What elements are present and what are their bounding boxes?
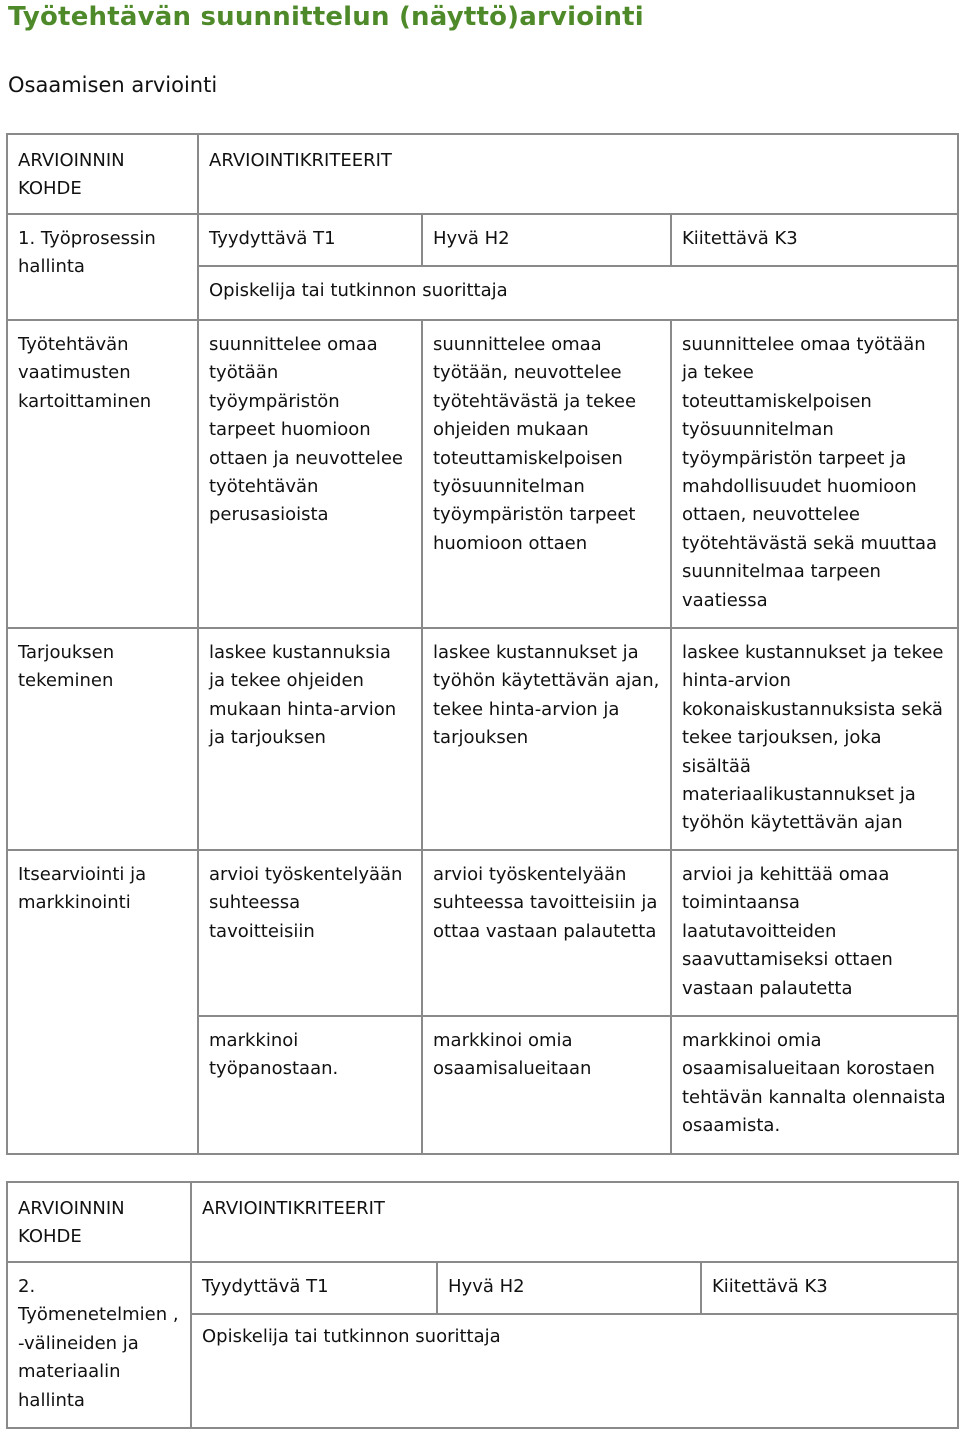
row-target: Itsearviointi ja markkinointi — [7, 850, 198, 1154]
criteria-h2: markkinoi omia osaamisalueitaan — [422, 1016, 671, 1154]
level-k3-header: Kiitettävä K3 — [671, 214, 958, 266]
level-t1-header: Tyydyttävä T1 — [198, 214, 422, 266]
row-target: Tarjouksen tekeminen — [7, 628, 198, 850]
page-subtitle: Osaamisen arviointi — [8, 73, 218, 97]
competence-area-cell: 2. Työmenetelmien , -välineiden ja materiaalin hallinta — [7, 1262, 191, 1428]
level-h2-header: Hyvä H2 — [422, 214, 671, 266]
criteria-t1: laskee kustannuksia ja tekee ohjeiden mukaan hinta-arvion ja tarjouksen — [198, 628, 422, 850]
criteria-t1: suunnittelee omaa työtään työympäristön tarpeet huomioon ottaen ja neuvottelee työtehtävän perusasioista — [198, 320, 422, 628]
criteria-k3: suunnittelee omaa työtään ja tekee toteuttamiskelpoisen työsuunnitelman työympäristön tarpeet ja mahdollisuudet huomioon ottaen, neuvottelee työtehtävästä sekä muuttaa suunnitelmaa tarpeen vaatiessa — [671, 320, 958, 628]
performer-label: Opiskelija tai tutkinnon suorittaja — [191, 1314, 958, 1428]
row-target: Työtehtävän vaatimusten kartoittaminen — [7, 320, 198, 628]
performer-label: Opiskelija tai tutkinnon suorittaja — [198, 266, 958, 320]
header-assessment-criteria: ARVIOINTIKRITEERIT — [198, 134, 958, 214]
criteria-t1: arvioi työskentelyään suhteessa tavoitteisiin — [198, 850, 422, 1016]
assessment-table-2 — [6, 1181, 959, 1429]
criteria-k3: arvioi ja kehittää omaa toimintaansa laatutavoitteiden saavuttamiseksi ottaen vastaan palautetta — [671, 850, 958, 1016]
criteria-h2: suunnittelee omaa työtään, neuvottelee työtehtävästä ja tekee ohjeiden mukaan toteuttamiskelpoisen työsuunnitelman työympäristön tarpeet huomioon ottaen — [422, 320, 671, 628]
level-k3-header: Kiitettävä K3 — [701, 1262, 958, 1314]
criteria-h2: arvioi työskentelyään suhteessa tavoitteisiin ja ottaa vastaan palautetta — [422, 850, 671, 1016]
header-assessment-target: ARVIOINNIN KOHDE — [7, 1182, 191, 1262]
assessment-table-1 — [6, 133, 959, 1155]
competence-area-cell: 1. Työprosessin hallinta — [7, 214, 198, 320]
criteria-t1: markkinoi työpanostaan. — [198, 1016, 422, 1154]
header-assessment-criteria: ARVIOINTIKRITEERIT — [191, 1182, 958, 1262]
level-t1-header: Tyydyttävä T1 — [191, 1262, 437, 1314]
criteria-k3: markkinoi omia osaamisalueitaan korostaen tehtävän kannalta olennaista osaamista. — [671, 1016, 958, 1154]
level-h2-header: Hyvä H2 — [437, 1262, 701, 1314]
page-title: Työtehtävän suunnittelun (näyttö)arviointi — [8, 2, 644, 32]
header-assessment-target: ARVIOINNIN KOHDE — [7, 134, 198, 214]
criteria-k3: laskee kustannukset ja tekee hinta-arvion kokonaiskustannuksista sekä tekee tarjouksen, joka sisältää materiaalikustannukset ja työhön käytettävän ajan — [671, 628, 958, 850]
criteria-h2: laskee kustannukset ja työhön käytettävän ajan, tekee hinta-arvion ja tarjouksen — [422, 628, 671, 850]
